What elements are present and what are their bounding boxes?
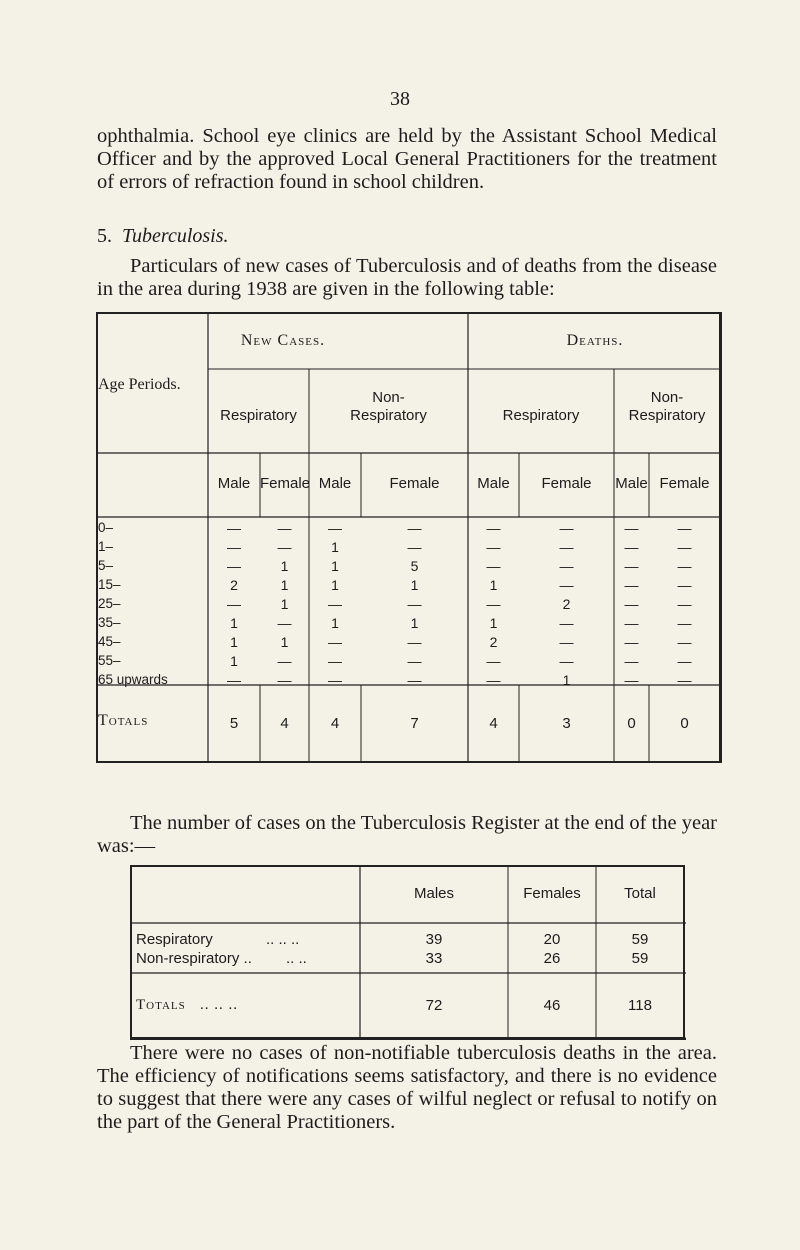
age-period-label: 1–	[98, 539, 114, 554]
col-male: Male	[477, 475, 510, 492]
table-cell: —	[624, 520, 639, 536]
paragraph-particulars-text: Particulars of new cases of Tuberculosis and of deaths from the disease in the area during 1938 are given in the following table:	[97, 255, 717, 300]
table-cell: 1	[331, 539, 339, 555]
register-row-dots: .. ..	[286, 950, 307, 967]
table-cell: —	[486, 653, 501, 669]
table-cell: —	[677, 539, 692, 555]
total-cell: 4	[330, 715, 340, 732]
table-cell: —	[624, 558, 639, 574]
table-cell: —	[486, 520, 501, 536]
table-cell: —	[407, 672, 422, 688]
table-cell: —	[677, 558, 692, 574]
table-cell: —	[227, 672, 241, 688]
tuberculosis-cases-deaths-table	[96, 312, 722, 763]
new-nonresp-header-1: Non-	[372, 389, 405, 406]
table-cell: 5	[410, 558, 419, 574]
table-cell: 1	[280, 634, 289, 650]
section-title: Tuberculosis.	[122, 225, 229, 247]
col-total: Total	[624, 885, 656, 902]
table-cell: —	[677, 672, 692, 688]
table-cell: —	[559, 558, 574, 574]
paragraph-particulars	[97, 255, 717, 301]
register-totals-label	[136, 997, 238, 1014]
death-nonresp-header-2: Respiratory	[628, 407, 706, 424]
table-cell: —	[407, 520, 422, 536]
table-cell: —	[559, 634, 574, 650]
total-cell: 5	[229, 715, 239, 732]
register-cell: 33	[425, 950, 443, 967]
table-cell: —	[486, 539, 501, 555]
table-cell: —	[407, 653, 422, 669]
table-cell: —	[407, 634, 422, 650]
table-cell: —	[624, 653, 639, 669]
table-cell: —	[277, 672, 292, 688]
table-cell: —	[407, 539, 422, 555]
table-cell: 1	[331, 558, 339, 574]
table-cell: —	[277, 615, 292, 631]
table-cell: 1	[410, 577, 419, 593]
section-heading	[97, 225, 229, 248]
register-totals-dots: .. .. ..	[199, 997, 238, 1013]
new-resp-header: Respiratory	[220, 407, 297, 424]
table-cell: 1	[230, 653, 238, 669]
age-period-label: 55–	[98, 653, 121, 668]
table-cell: 1	[280, 596, 289, 612]
total-cell: 0	[627, 715, 636, 732]
table-cell: —	[277, 539, 292, 555]
new-cases-header: New Cases.	[240, 332, 326, 349]
register-cell: 59	[631, 931, 649, 948]
table-cell: 1	[280, 558, 289, 574]
death-resp-header: Respiratory	[502, 407, 580, 424]
table-cell: —	[486, 596, 501, 612]
age-periods-header: Age Periods.	[98, 376, 181, 393]
table-cell: 1	[489, 615, 498, 631]
col-females: Females	[523, 885, 581, 902]
table-cell: 1	[230, 615, 238, 631]
col-males: Males	[413, 885, 454, 902]
table-cell: —	[677, 596, 692, 612]
register-total-cell: 72	[425, 997, 443, 1014]
table-cell: —	[624, 672, 639, 688]
register-row-label	[136, 950, 356, 967]
tuberculosis-register-table	[130, 865, 686, 1040]
table-cell: —	[328, 520, 342, 536]
table-cell: —	[559, 520, 574, 536]
table-cell: 1	[410, 615, 419, 631]
table-cell: —	[227, 520, 241, 536]
new-nonresp-header-2: Respiratory	[350, 407, 427, 424]
col-female: Female	[260, 475, 311, 492]
register-row-label	[136, 931, 356, 948]
paragraph-register	[97, 812, 717, 858]
table-cell: —	[559, 539, 574, 555]
age-period-label: 35–	[98, 615, 121, 630]
table-cell: —	[486, 672, 501, 688]
table-cell: —	[677, 653, 692, 669]
table-cell: 1	[331, 577, 339, 593]
page-number: 38	[390, 88, 410, 110]
register-row-text: Respiratory	[136, 931, 213, 948]
register-cell: 20	[543, 931, 561, 948]
table-cell: —	[559, 615, 574, 631]
paragraph-conclusion-text: There were no cases of non-notifiable tuberculosis deaths in the area. The efficiency of notifications seems satisfactory, and there is no evidence to suggest that there were any cases of wilful neglect or refusal to notify on the part of the General Practitioners.	[97, 1042, 717, 1133]
table-cell: —	[677, 615, 692, 631]
register-total-cell: 46	[543, 997, 561, 1014]
table-cell: 1	[489, 577, 498, 593]
register-cell: 39	[425, 931, 443, 948]
totals-label: Totals	[98, 712, 149, 729]
col-male: Male	[615, 475, 648, 492]
total-cell: 3	[562, 715, 571, 732]
table-cell: —	[677, 634, 692, 650]
table-cell: —	[486, 558, 501, 574]
table-cell: —	[328, 596, 342, 612]
register-cell: 26	[543, 950, 561, 967]
table-cell: —	[328, 653, 342, 669]
table-cell: —	[227, 558, 241, 574]
table-cell: 1	[331, 615, 339, 631]
register-row-dots: .. .. ..	[266, 931, 300, 948]
table-cell: —	[624, 634, 639, 650]
deaths-header: Deaths.	[566, 332, 624, 349]
col-female: Female	[389, 475, 440, 492]
table-cell: —	[624, 539, 639, 555]
table-cell: 1	[562, 672, 571, 688]
table-cell: 2	[230, 577, 238, 593]
age-period-label: 0–	[98, 520, 114, 535]
table-cell: —	[227, 539, 241, 555]
age-period-label: 65 upwards	[98, 672, 168, 687]
table-cell: —	[624, 577, 639, 593]
table-cell: —	[559, 577, 574, 593]
paragraph-register-text: The number of cases on the Tuberculosis Register at the end of the year was:—	[97, 812, 717, 857]
paragraph-conclusion	[97, 1042, 717, 1134]
age-period-label: 5–	[98, 558, 114, 573]
table-cell: —	[624, 615, 639, 631]
total-cell: 4	[489, 715, 498, 732]
table-cell: —	[277, 520, 292, 536]
table-cell: —	[677, 577, 692, 593]
register-row-text: Non-respiratory ..	[136, 950, 252, 967]
age-period-label: 25–	[98, 596, 121, 611]
table-cell: —	[277, 653, 292, 669]
table-cell: —	[328, 634, 342, 650]
table-cell: 2	[562, 596, 571, 612]
register-cell: 59	[631, 950, 649, 967]
table-cell: 1	[230, 634, 238, 650]
total-cell: 7	[410, 715, 419, 732]
total-cell: 0	[680, 715, 689, 732]
table-cell: —	[677, 520, 692, 536]
table-cell: —	[624, 596, 639, 612]
death-nonresp-header-1: Non-	[650, 389, 684, 406]
col-female: Female	[659, 475, 710, 492]
col-female: Female	[541, 475, 592, 492]
total-cell: 4	[280, 715, 289, 732]
table-cell: —	[328, 672, 342, 688]
table-cell: —	[227, 596, 241, 612]
section-number: 5.	[97, 225, 112, 247]
col-male: Male	[217, 475, 251, 492]
register-total-cell: 118	[628, 997, 652, 1014]
paragraph-ophthalmia: ophthalmia. School eye clinics are held by the Assistant School Medical Officer and by the approved Local General Practitioners for the treatment of errors of refraction found in school children.	[97, 125, 717, 193]
register-totals-text: Totals	[136, 997, 186, 1013]
age-period-label: 15–	[98, 577, 121, 592]
col-male: Male	[318, 475, 352, 492]
table-cell: —	[559, 653, 574, 669]
table-cell: 2	[489, 634, 498, 650]
table-cell: —	[407, 596, 422, 612]
age-period-label: 45–	[98, 634, 121, 649]
table-cell: 1	[280, 577, 289, 593]
